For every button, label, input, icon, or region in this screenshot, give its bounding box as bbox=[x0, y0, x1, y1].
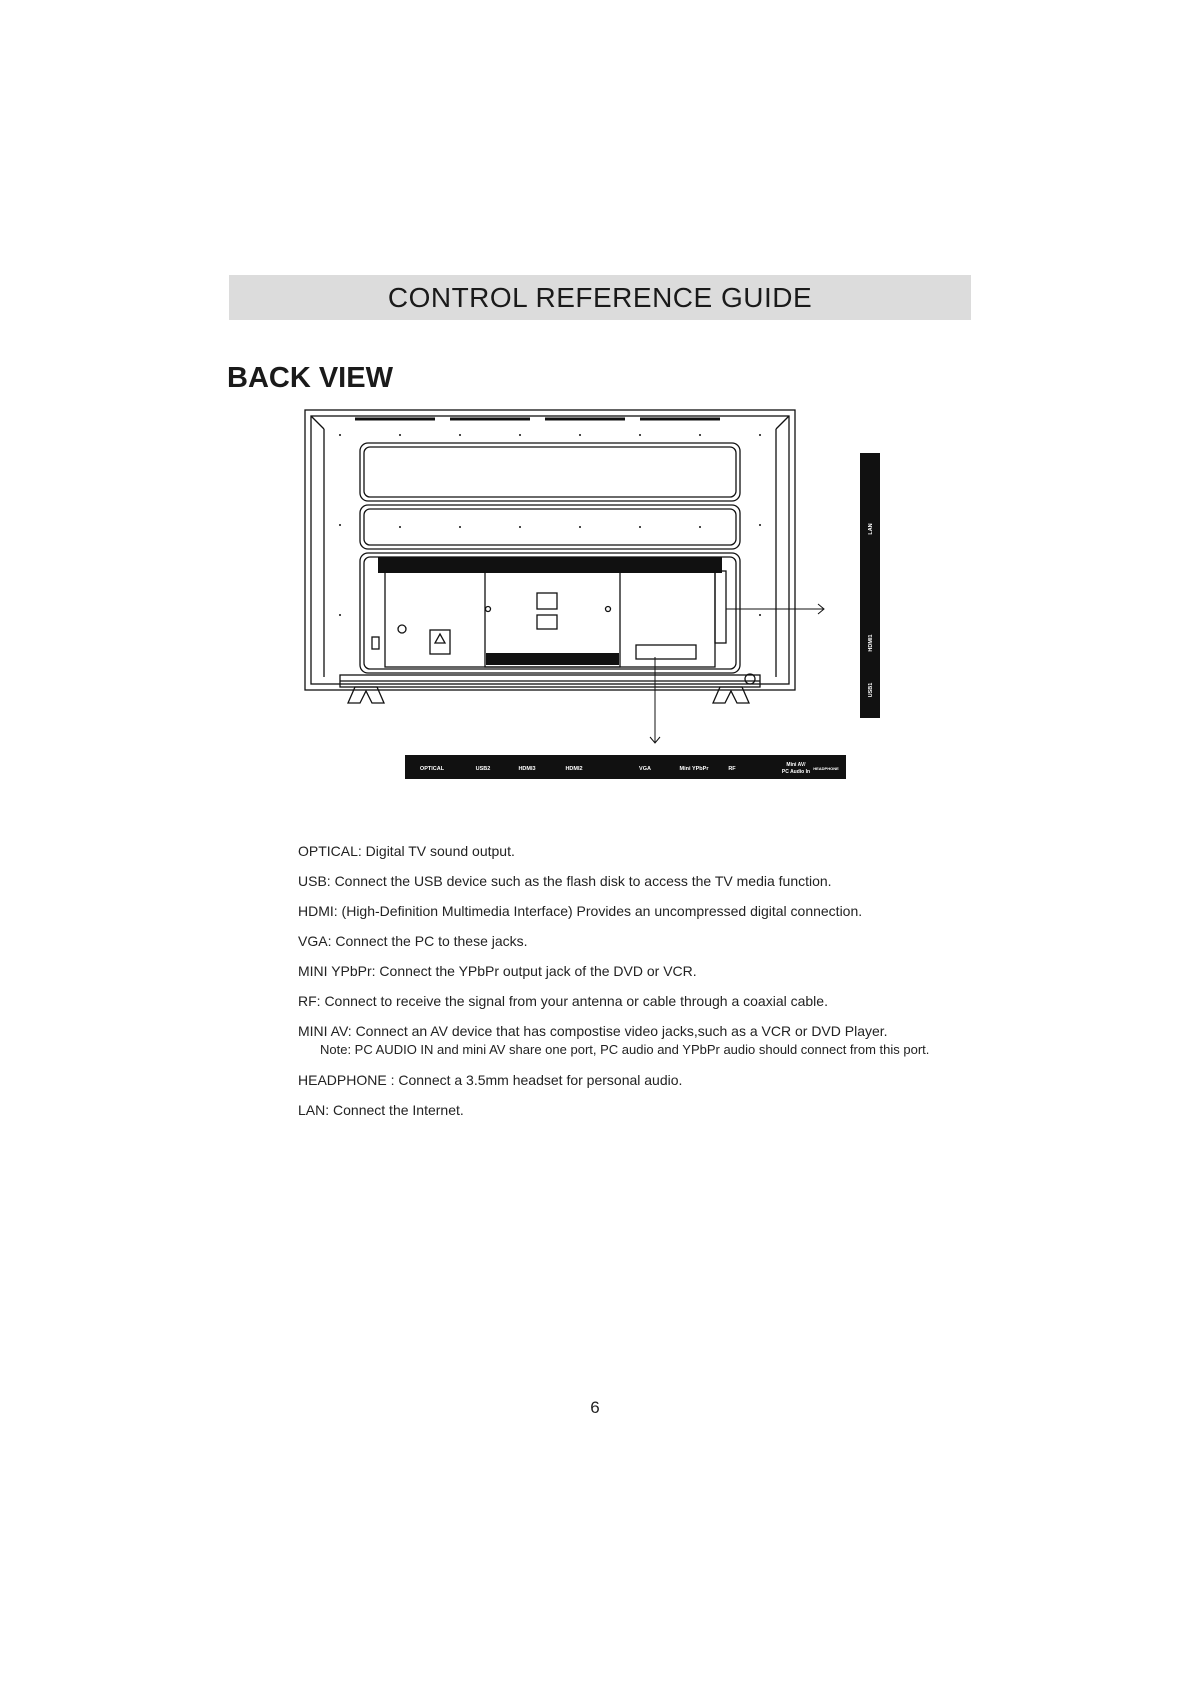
desc-lan: LAN: Connect the Internet. bbox=[298, 1102, 464, 1118]
bottom-port-hdmi3: HDMI3 bbox=[518, 766, 536, 772]
side-port-lan: LAN bbox=[868, 523, 874, 535]
upper-panel bbox=[360, 443, 740, 501]
port-descriptions bbox=[298, 842, 998, 1131]
desc-optical: OPTICAL: Digital TV sound output. bbox=[298, 843, 515, 859]
desc-vga: VGA: Connect the PC to these jacks. bbox=[298, 933, 528, 949]
bottom-port-rf: RF bbox=[728, 766, 736, 772]
middle-panel bbox=[360, 505, 740, 549]
bottom-port-pc-audio-in: PC Audio In bbox=[781, 769, 811, 775]
page-number: 6 bbox=[590, 1398, 600, 1417]
bottom-port-label-bar bbox=[405, 755, 846, 779]
tv-back-view-diagram bbox=[300, 405, 900, 805]
bottom-port-optical: OPTICAL bbox=[419, 766, 445, 772]
vesa-mount-area bbox=[485, 571, 620, 667]
side-port-column bbox=[715, 571, 726, 643]
desc-headphone: HEADPHONE : Connect a 3.5mm headset for personal audio. bbox=[298, 1072, 683, 1088]
bottom-port-headphone: HEADPHONE bbox=[813, 766, 839, 771]
desc-rf: RF: Connect to receive the signal from your antenna or cable through a coaxial cable. bbox=[298, 993, 828, 1009]
section-title: BACK VIEW bbox=[227, 362, 393, 394]
desc-note: Note: PC AUDIO IN and mini AV share one port, PC audio and YPbPr audio should connect from this port. bbox=[320, 1042, 930, 1057]
bottom-port-mini-av: Mini AV/ bbox=[786, 762, 806, 768]
header-banner bbox=[229, 275, 971, 320]
side-port-hdmi1: HDMI1 bbox=[868, 634, 874, 652]
side-port-label-bar bbox=[860, 453, 880, 718]
banner-title: CONTROL REFERENCE GUIDE bbox=[387, 281, 813, 313]
desc-mini-ypbpr: MINI YPbPr: Connect the YPbPr output jack of the DVD or VCR. bbox=[298, 963, 697, 979]
bottom-port-vga: VGA bbox=[639, 766, 651, 772]
desc-mini-av: MINI AV: Connect an AV device that has compostise video jacks,such as a VCR or DVD Player. bbox=[298, 1023, 888, 1039]
desc-usb: USB: Connect the USB device such as the flash disk to access the TV media function. bbox=[298, 873, 832, 889]
bottom-port-usb2: USB2 bbox=[475, 766, 491, 772]
side-port-usb1: USB1 bbox=[868, 682, 874, 698]
bottom-port-mini-ypbpr: Mini YPbPr bbox=[679, 766, 709, 772]
bottom-port-hdmi2: HDMI2 bbox=[565, 766, 583, 772]
desc-hdmi: HDMI: (High-Definition Multimedia Interface) Provides an uncompressed digital connection. bbox=[298, 903, 863, 919]
